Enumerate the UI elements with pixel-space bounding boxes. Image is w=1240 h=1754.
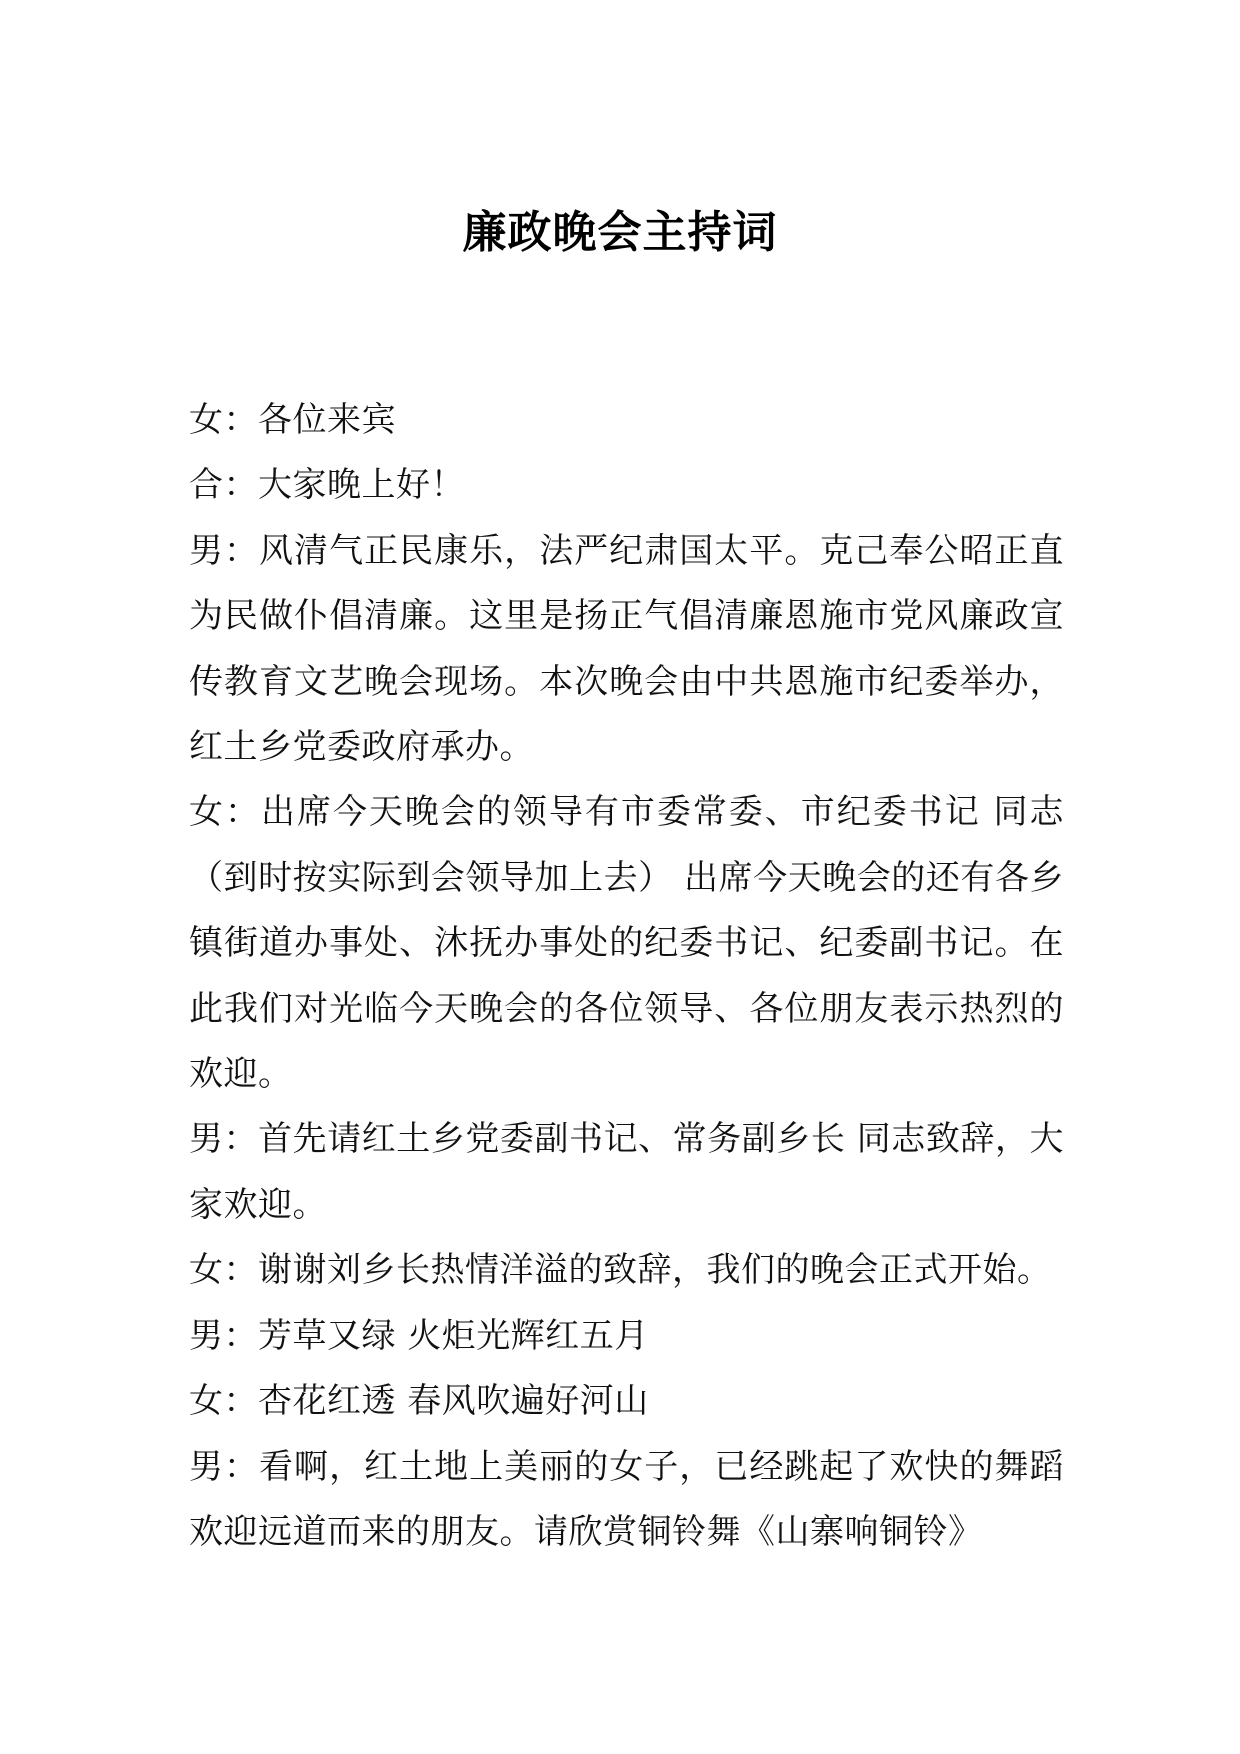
document-title: 廉政晚会主持词 <box>462 207 778 258</box>
paragraph: 女：各位来宾 <box>189 400 396 440</box>
document-body <box>189 388 1064 1565</box>
paragraph: 男：风清气正民康乐，法严纪肃国太平。克己奉公昭正直为民做仆倡清廉。这里是扬正气倡清廉恩施市党风廉政宣传教育文艺晚会现场。本次晚会由中共恩施市纪委举办，红土乡党委政府承办。 <box>189 530 1064 768</box>
paragraph: 男：看啊，红土地上美丽的女子，已经跳起了欢快的舞蹈欢迎远道而来的朋友。请欣赏铜铃舞《山寨响铜铃》 <box>189 1446 1064 1552</box>
paragraph: 女：谢谢刘乡长热情洋溢的致辞，我们的晚会正式开始。 <box>189 1250 1052 1291</box>
paragraph: 女：出席今天晚会的领导有市委常委、市纪委书记 同志（到时按实际到会领导加上去） 出席今天晚会的还有各乡镇街道办事处、沐抚办事处的纪委书记、纪委副书记。在此我们对光临今天晚会的各位领导、各位朋友表示热烈的欢迎。 <box>189 792 1064 1095</box>
paragraph: 男：首先请红土乡党委副书记、常务副乡长 同志致辞，大家欢迎。 <box>189 1119 1064 1225</box>
paragraph: 合：大家晚上好！ <box>189 465 465 506</box>
paragraph: 男：芳草又绿 火炬光辉红五月 <box>189 1315 649 1356</box>
paragraph: 女：杏花红透 春风吹遍好河山 <box>189 1381 649 1422</box>
